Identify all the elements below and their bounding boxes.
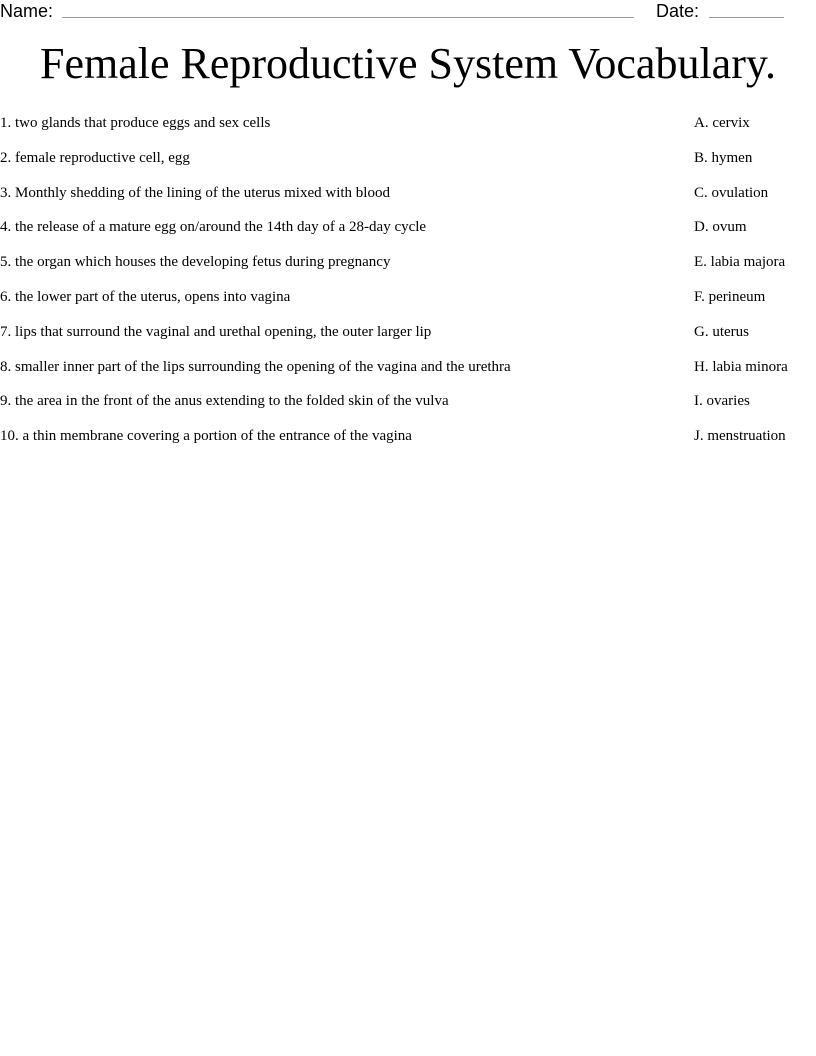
- vocab-row: [0, 147, 816, 182]
- vocab-row: [0, 356, 816, 391]
- clue-text: 10. a thin membrane covering a portion of the entrance of the vagina: [0, 428, 412, 445]
- answer-option: E. labia majora: [694, 254, 786, 271]
- answer-option: C. ovulation: [694, 184, 769, 201]
- vocab-row: [0, 182, 816, 217]
- vocab-row: [0, 112, 816, 147]
- clue-text: 7. lips that surround the vaginal and urethal opening, the outer larger lip: [0, 323, 432, 340]
- page-title: Female Reproductive System Vocabulary.: [39, 39, 777, 88]
- answer-option: I. ovaries: [694, 393, 750, 410]
- clue-text: 5. the organ which houses the developing fetus during pregnancy: [0, 254, 391, 271]
- answer-option: A. cervix: [694, 115, 750, 131]
- answer-option: F. perineum: [694, 288, 766, 305]
- date-label: Date:: [656, 1, 700, 21]
- vocab-row: [0, 425, 816, 460]
- name-blank-line[interactable]: [62, 17, 634, 18]
- clue-text: 2. female reproductive cell, egg: [0, 149, 190, 166]
- vocab-row: [0, 390, 816, 425]
- name-label: Name:: [0, 1, 54, 21]
- clue-text: 8. smaller inner part of the lips surrounding the opening of the vagina and the urethra: [0, 358, 511, 375]
- header-row: [0, 0, 816, 24]
- answer-option: J. menstruation: [694, 428, 786, 445]
- answer-option: G. uterus: [694, 323, 749, 340]
- answer-option: B. hymen: [694, 149, 753, 166]
- vocab-row: [0, 321, 816, 356]
- clue-text: 9. the area in the front of the anus extending to the folded skin of the vulva: [0, 393, 449, 410]
- date-blank-line[interactable]: [709, 17, 784, 18]
- clue-text: 4. the release of a mature egg on/around the 14th day of a 28-day cycle: [0, 219, 427, 236]
- clue-text: 3. Monthly shedding of the lining of the uterus mixed with blood: [0, 184, 390, 201]
- answer-option: D. ovum: [694, 219, 747, 236]
- vocabulary-list: [0, 112, 816, 460]
- clue-text: 1. two glands that produce eggs and sex cells: [0, 115, 271, 131]
- vocab-row: [0, 216, 816, 251]
- answer-option: H. labia minora: [694, 358, 788, 375]
- vocab-row: [0, 286, 816, 321]
- clue-text: 6. the lower part of the uterus, opens into vagina: [0, 288, 291, 305]
- vocab-row: [0, 251, 816, 286]
